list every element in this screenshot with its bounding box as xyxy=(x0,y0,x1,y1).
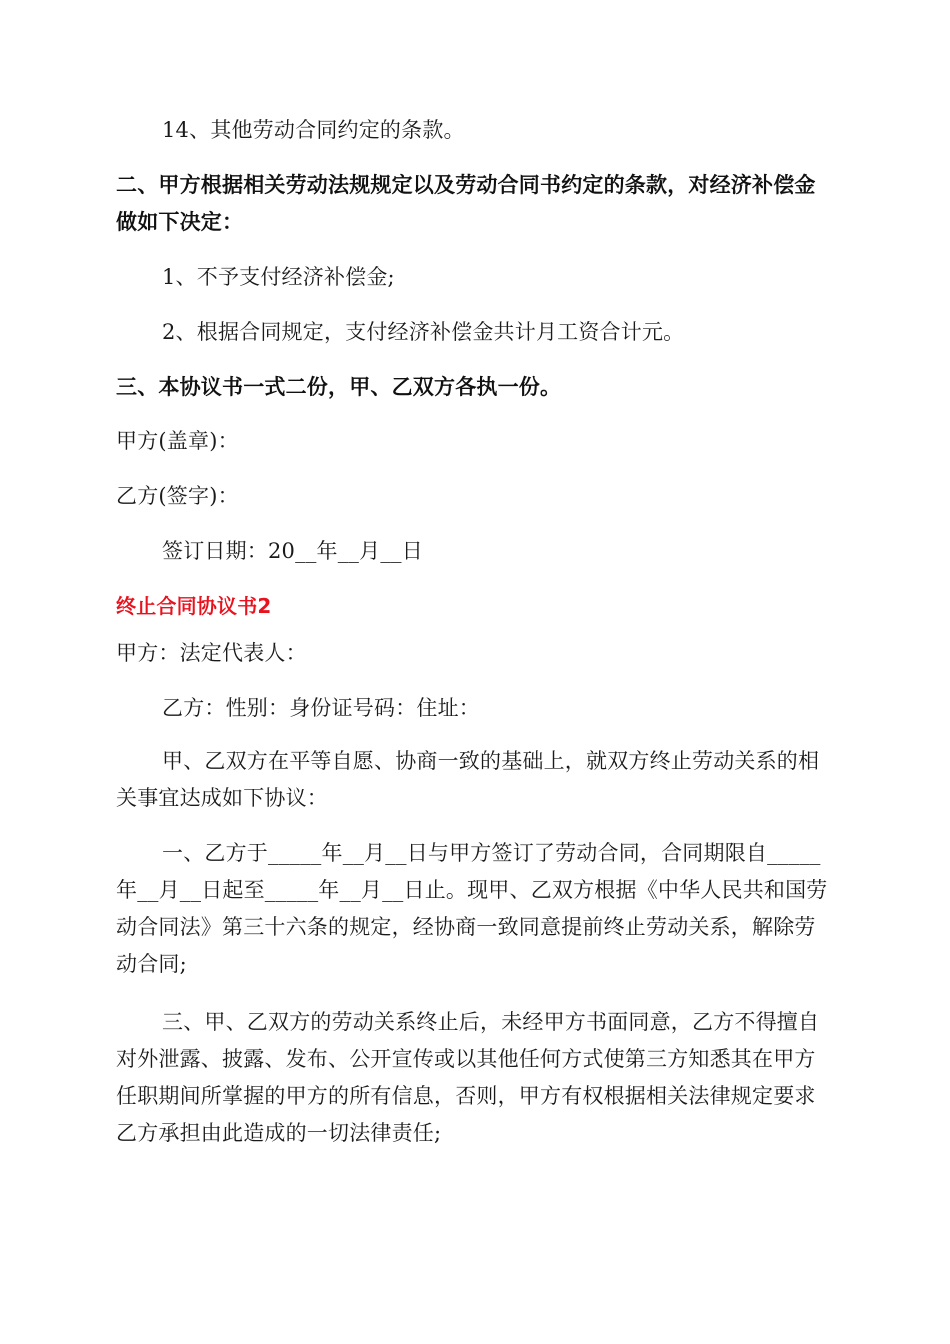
section-3-title: 三、本协议书一式二份，甲、乙双方各执一份。 xyxy=(116,375,562,399)
item-14: 14、其他劳动合同约定的条款。 xyxy=(162,118,465,142)
sign-date: 签订日期：20__年__月__日 xyxy=(162,539,423,563)
section-2-title: 二、甲方根据相关劳动法规规定以及劳动合同书约定的条款，对经济补偿金做如下决定： xyxy=(116,173,816,234)
section-2-item-1: 1、不予支付经济补偿金; xyxy=(162,265,395,289)
party-b-info: 乙方：性别：身份证号码：住址： xyxy=(162,696,480,720)
section-2-item-2: 2、根据合同规定，支付经济补偿金共计月工资合计元。 xyxy=(162,320,685,344)
clause-1: 一、乙方于_____年__月__日与甲方签订了劳动合同，合同期限自_____年__月__日起至_____年__月__日止。现甲、乙双方根据《中华人民共和国劳动合同法》第三十六条的规定，经协商一致同意提前终止劳动关系，解除劳动合同; xyxy=(116,841,828,976)
intro-paragraph: 甲、乙双方在平等自愿、协商一致的基础上，就双方终止劳动关系的相关事宜达成如下协议： xyxy=(116,749,820,810)
agreement-2-heading: 终止合同协议书2 xyxy=(116,594,272,618)
party-a-rep: 甲方：法定代表人： xyxy=(116,641,307,665)
clause-3: 三、甲、乙双方的劳动关系终止后，未经甲方书面同意，乙方不得擅自对外泄露、披露、发布、公开宣传或以其他任何方式使第三方知悉其在甲方任职期间所掌握的甲方的所有信息，否则，甲方有权根据相关法律规定要求乙方承担由此造成的一切法律责任; xyxy=(116,1010,820,1145)
party-b-sign: 乙方(签字)： xyxy=(116,484,239,508)
party-a-seal: 甲方(盖章)： xyxy=(116,429,239,453)
